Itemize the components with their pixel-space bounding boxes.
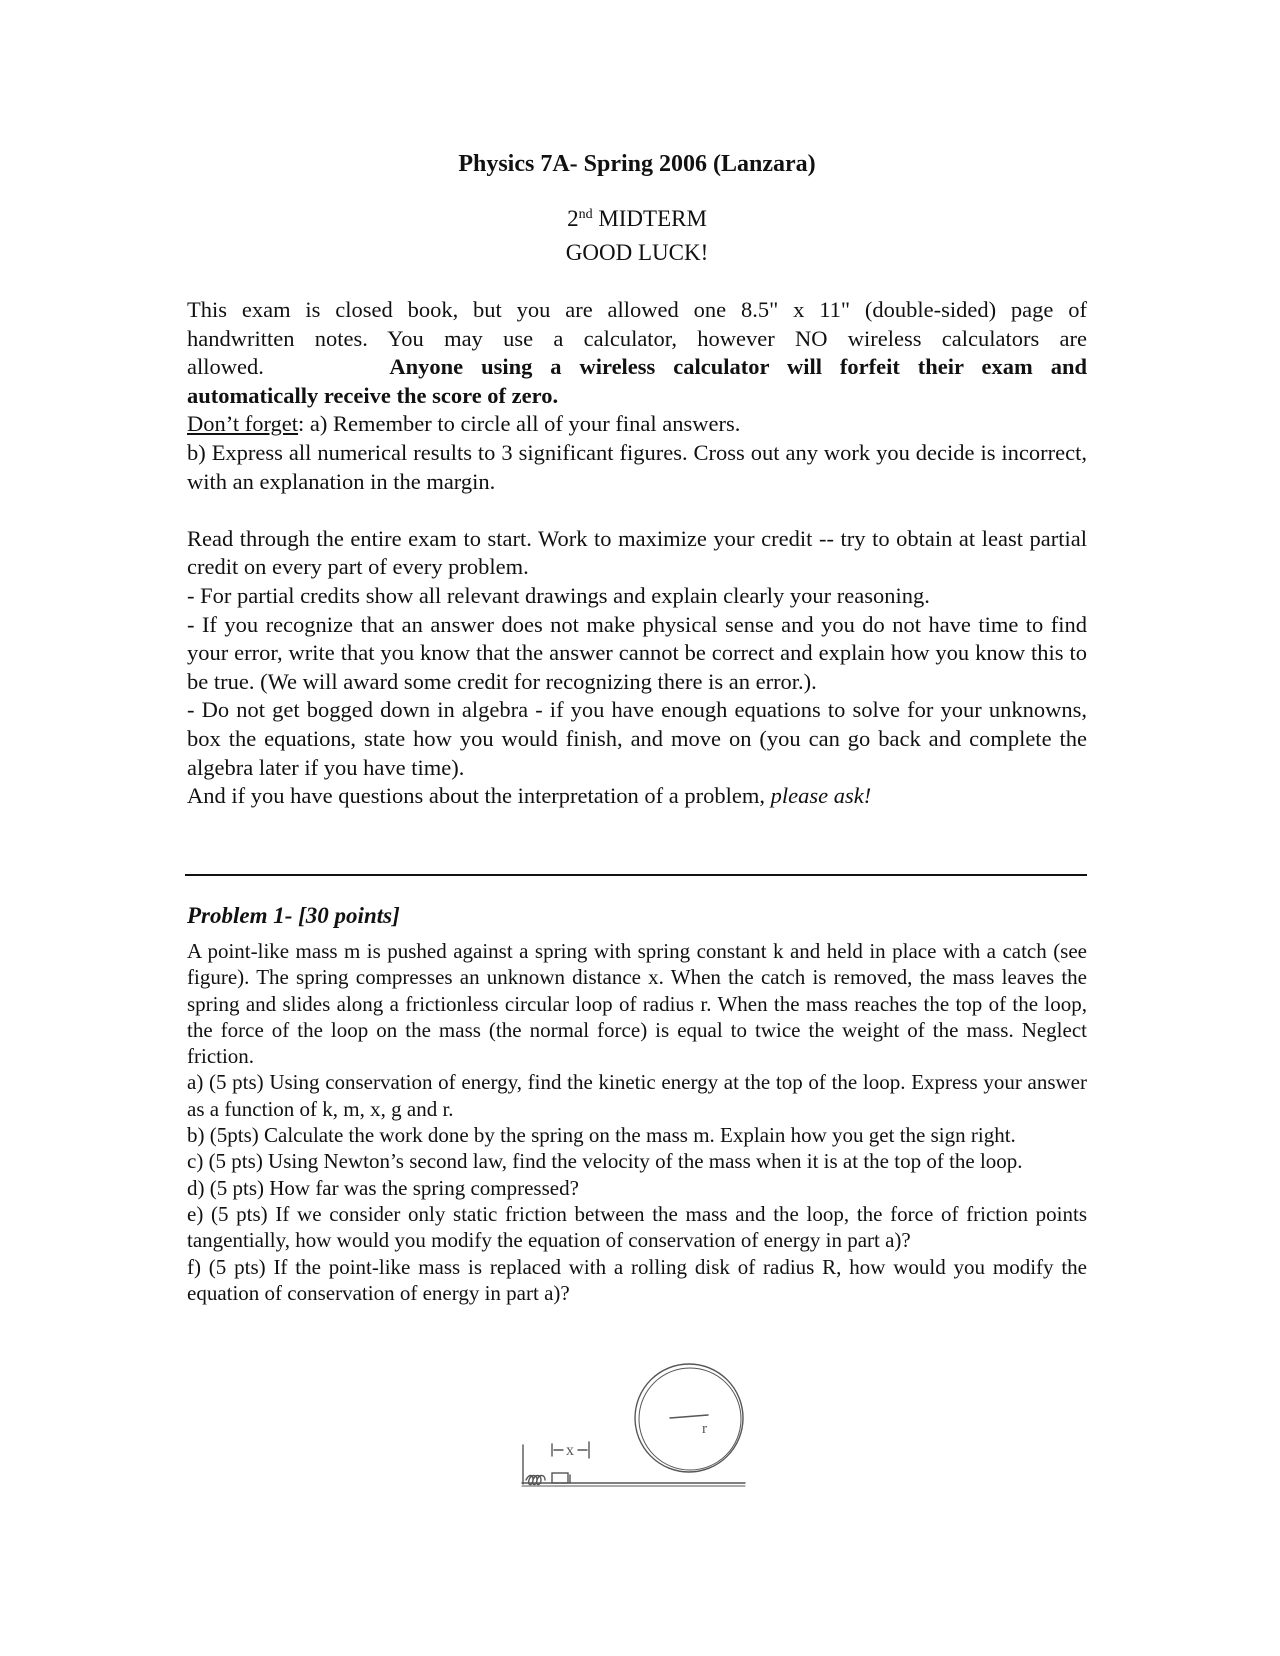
bullet-partial-credit: - For partial credits show all relevant drawings and explain clearly your reasoning. — [187, 582, 930, 608]
instructions — [187, 296, 1087, 811]
r-label: r — [702, 1421, 707, 1437]
problem-1-heading: Problem 1- [30 points] — [187, 903, 400, 928]
good-luck: GOOD LUCK! — [565, 240, 709, 265]
spring-loop-figure — [510, 1360, 770, 1500]
problem-1-part-c: c) (5 pts) Using Newton’s second law, find the velocity of the mass when it is at the top of the loop. — [187, 1149, 1023, 1174]
dont-forget-line — [187, 410, 1087, 439]
wireless-warning-end: automatically receive the score of zero. — [187, 382, 559, 408]
loop-circle — [635, 1364, 743, 1472]
x-label: x — [566, 1442, 574, 1459]
wireless-warning: Anyone using a wireless calculator will forfeit their exam and — [389, 354, 1087, 380]
bullet-physical-sense: - If you recognize that an answer does not make physical sense and you do not have time to find your error, write that you know that the answer cannot be correct and explain how you know this to be true. (We will award some credit for recognizing there is an error.). — [187, 611, 1087, 694]
dont-forget-label: Don’t forget — [187, 411, 299, 437]
read-through: Read through the entire exam to start. Work to maximize your credit -- try to obtain at least partial credit on every part of every problem. — [187, 525, 1087, 580]
dont-forget-b: b) Express all numerical results to 3 significant figures. Cross out any work you decide is incorrect, with an explanation in the margin. — [187, 439, 1087, 494]
instructions-allowed: allowed. — [187, 354, 264, 380]
instructions-line-2: handwritten notes. You may use a calculator, however NO wireless calculators are — [187, 325, 1087, 351]
closing-start: And if you have questions about the interpretation of a problem, — [187, 783, 771, 809]
radius-line — [670, 1415, 708, 1418]
problem-1-part-d: d) (5 pts) How far was the spring compressed? — [187, 1175, 579, 1200]
midterm-suffix: nd — [578, 207, 593, 222]
problem-1-part-a: a) (5 pts) Using conservation of energy, find the kinetic energy at the top of the loop. Express your answer as a function of k, m, x, g and r. — [187, 1070, 1087, 1121]
loop-circle-inner — [639, 1368, 741, 1470]
mass-block — [552, 1473, 568, 1483]
midterm-ordinal: 2 — [567, 206, 579, 231]
bullet-algebra: - Do not get bogged down in algebra - if you have enough equations to solve for your unknowns, box the equations, state how you would finish, and move on (you can go back and complete the algebra later if you have time). — [187, 697, 1087, 780]
page-title: Physics 7A- Spring 2006 (Lanzara) — [458, 151, 816, 177]
problem-1-body — [187, 938, 1087, 1306]
midterm-word: MIDTERM — [598, 206, 707, 231]
section-divider — [185, 874, 1087, 876]
dont-forget-a: : a) Remember to circle all of your final answers. — [298, 411, 741, 437]
closing-line — [187, 782, 1087, 811]
problem-1-part-f: f) (5 pts) If the point-like mass is replaced with a rolling disk of radius R, how would you modify the equation of conservation of energy in part a)? — [187, 1254, 1087, 1305]
instructions-line-3 — [187, 353, 1087, 382]
problem-1-statement: A point-like mass m is pushed against a spring with spring constant k and held in place with a catch (see figure). The spring compresses an unknown distance x. When the catch is removed, the mass leaves the spring and slides along a frictionless circular loop of radius r. When the mass reaches the top of the loop, the force of the loop on the mass (the normal force) is equal to twice the weight of the mass. Neglect friction. — [187, 939, 1087, 1069]
problem-1-part-b: b) (5pts) Calculate the work done by the spring on the mass m. Explain how you get the sign right. — [187, 1123, 1016, 1148]
please-ask: please ask! — [770, 783, 872, 809]
problem-1-part-e: e) (5 pts) If we consider only static friction between the mass and the loop, the force of friction points tangentially, how would you modify the equation of conservation of energy in part a)? — [187, 1201, 1087, 1253]
midterm-header — [187, 202, 1087, 270]
instructions-line-1: This exam is closed book, but you are allowed one 8.5" x 11" (double-sided) page of — [187, 297, 1087, 322]
midterm-label — [187, 202, 1087, 236]
